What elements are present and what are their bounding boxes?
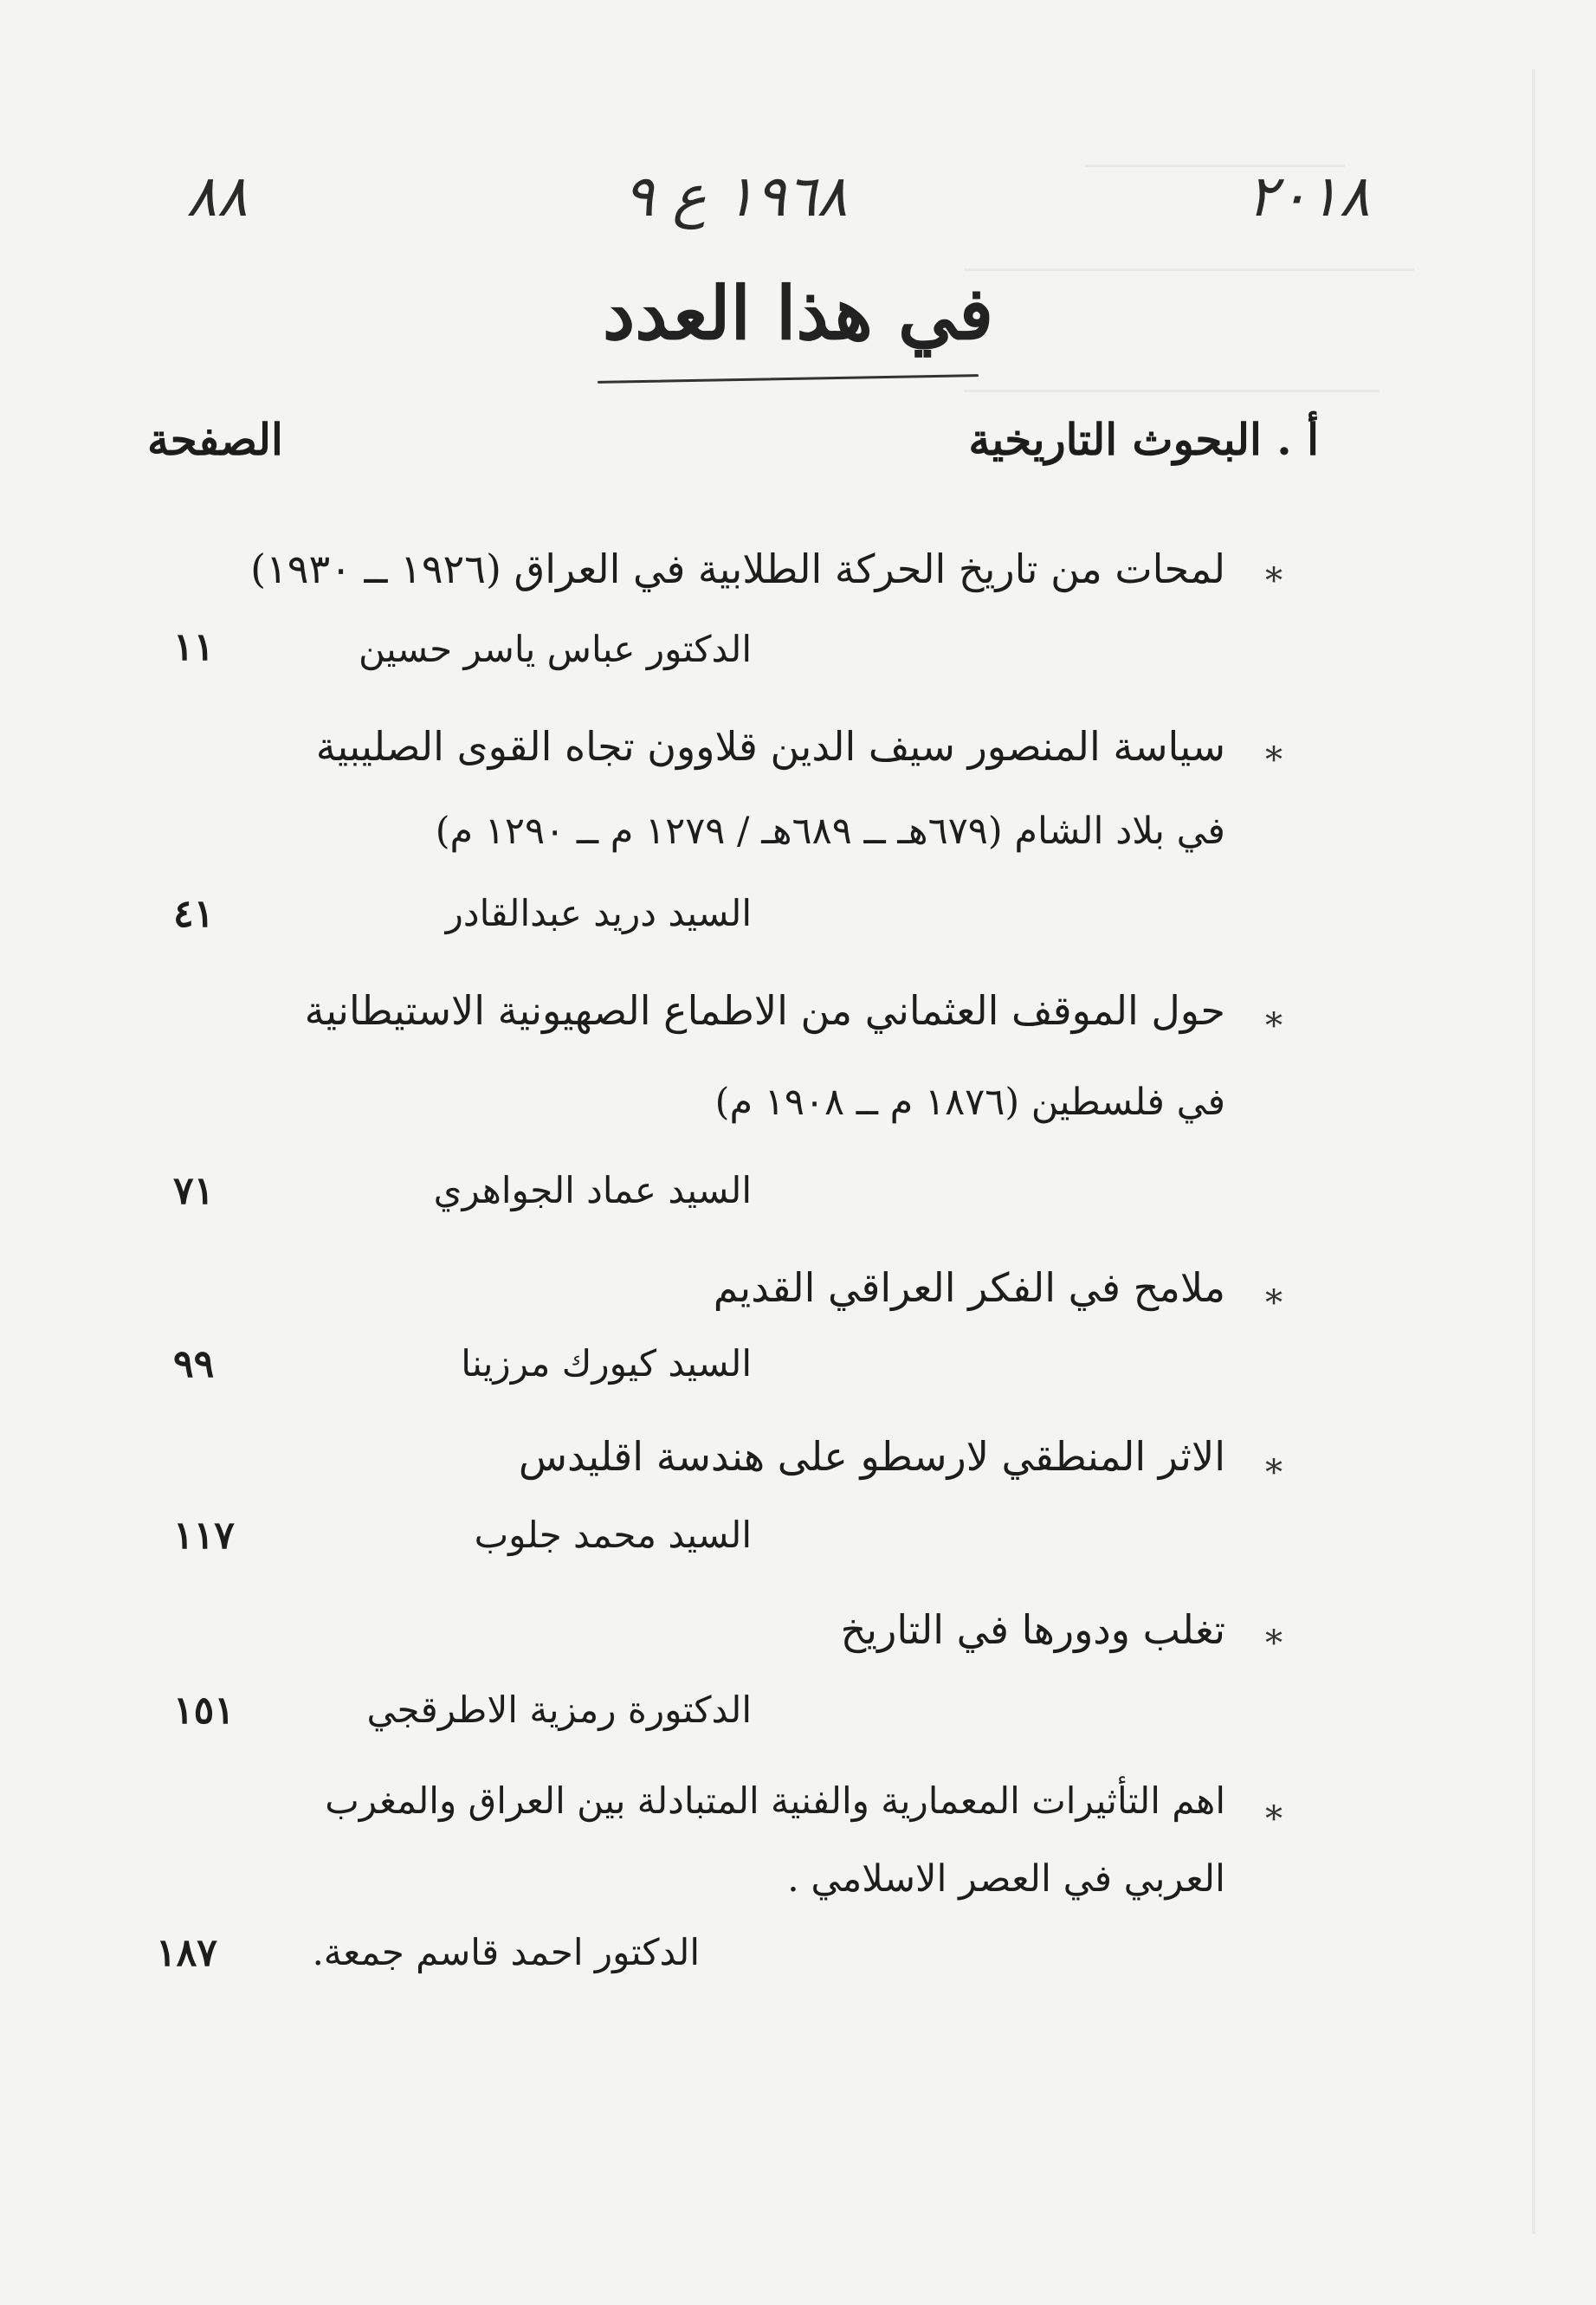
entry-title-continued: العربي في العصر الاسلامي .: [787, 1857, 1225, 1901]
section-heading: أ . البحوث التاريخية: [968, 414, 1319, 465]
entry-page: ١١: [173, 625, 215, 669]
entry-title-continued: في بلاد الشام (٦٧٩هـ ــ ٦٨٩هـ / ١٢٧٩ م ــ ١٢٩٠ م): [435, 810, 1225, 853]
entry-author: الدكتور احمد قاسم جمعة.: [312, 1931, 700, 1973]
handwritten-note-middle: ١٩٦٨ ع ٩: [624, 163, 848, 229]
bullet-icon: *: [1265, 1006, 1283, 1046]
entry-page: ٩٩: [173, 1342, 215, 1386]
entry-author: الدكتورة رمزية الاطرقجي: [366, 1688, 752, 1731]
entry-page: ١١٧: [173, 1514, 235, 1558]
entry-page: ١٨٧: [156, 1931, 217, 1975]
entry-title: تغلب ودورها في التاريخ: [840, 1606, 1225, 1653]
bullet-icon: *: [1265, 1624, 1283, 1663]
entry-page: ١٥١: [173, 1688, 235, 1733]
bullet-icon: *: [1265, 1799, 1283, 1839]
entry-title: الاثر المنطقي لارسطو على هندسة اقليدس: [518, 1433, 1225, 1480]
bullet-icon: *: [1265, 740, 1283, 780]
entry-page: ٧١: [173, 1169, 215, 1213]
bullet-icon: *: [1265, 1283, 1283, 1323]
title-underline: [598, 374, 979, 384]
entry-author: السيد كيورك مرزينا: [461, 1342, 752, 1385]
page-title: في هذا العدد: [602, 270, 994, 356]
bullet-icon: *: [1265, 1453, 1283, 1493]
entry-author: السيد عماد الجواهري: [433, 1169, 752, 1211]
entry-title: لمحات من تاريخ الحركة الطلابية في العراق (١٩٢٦ ــ ١٩٣٠): [250, 546, 1225, 592]
page-edge-shadow: [1532, 69, 1535, 2234]
bullet-icon: *: [1265, 561, 1283, 601]
handwritten-note-right: ٢٠١٨: [1247, 163, 1370, 229]
page-column-heading: الصفحة: [147, 414, 283, 465]
entry-title: حول الموقف العثماني من الاطماع الصهيونية الاستيطانية: [304, 987, 1225, 1034]
handwritten-note-left: ٨٨: [186, 163, 248, 229]
entry-title: ملامح في الفكر العراقي القديم: [713, 1264, 1225, 1311]
entry-page: ٤١: [173, 892, 215, 936]
entry-author: الدكتور عباس ياسر حسين: [359, 628, 752, 670]
entry-author: السيد دريد عبدالقادر: [445, 892, 752, 934]
bleed-through: [964, 242, 1414, 271]
entry-title: سياسة المنصور سيف الدين قلاوون تجاه القوى الصليبية: [315, 723, 1225, 770]
entry-title-continued: في فلسطين (١٨٧٦ م ــ ١٩٠٨ م): [714, 1081, 1225, 1124]
entry-author: السيد محمد جلوب: [474, 1514, 752, 1556]
bleed-through: [964, 364, 1380, 392]
entry-title: اهم التأثيرات المعمارية والفنية المتبادلة بين العراق والمغرب: [325, 1779, 1225, 1822]
bleed-through: [1085, 130, 1345, 167]
